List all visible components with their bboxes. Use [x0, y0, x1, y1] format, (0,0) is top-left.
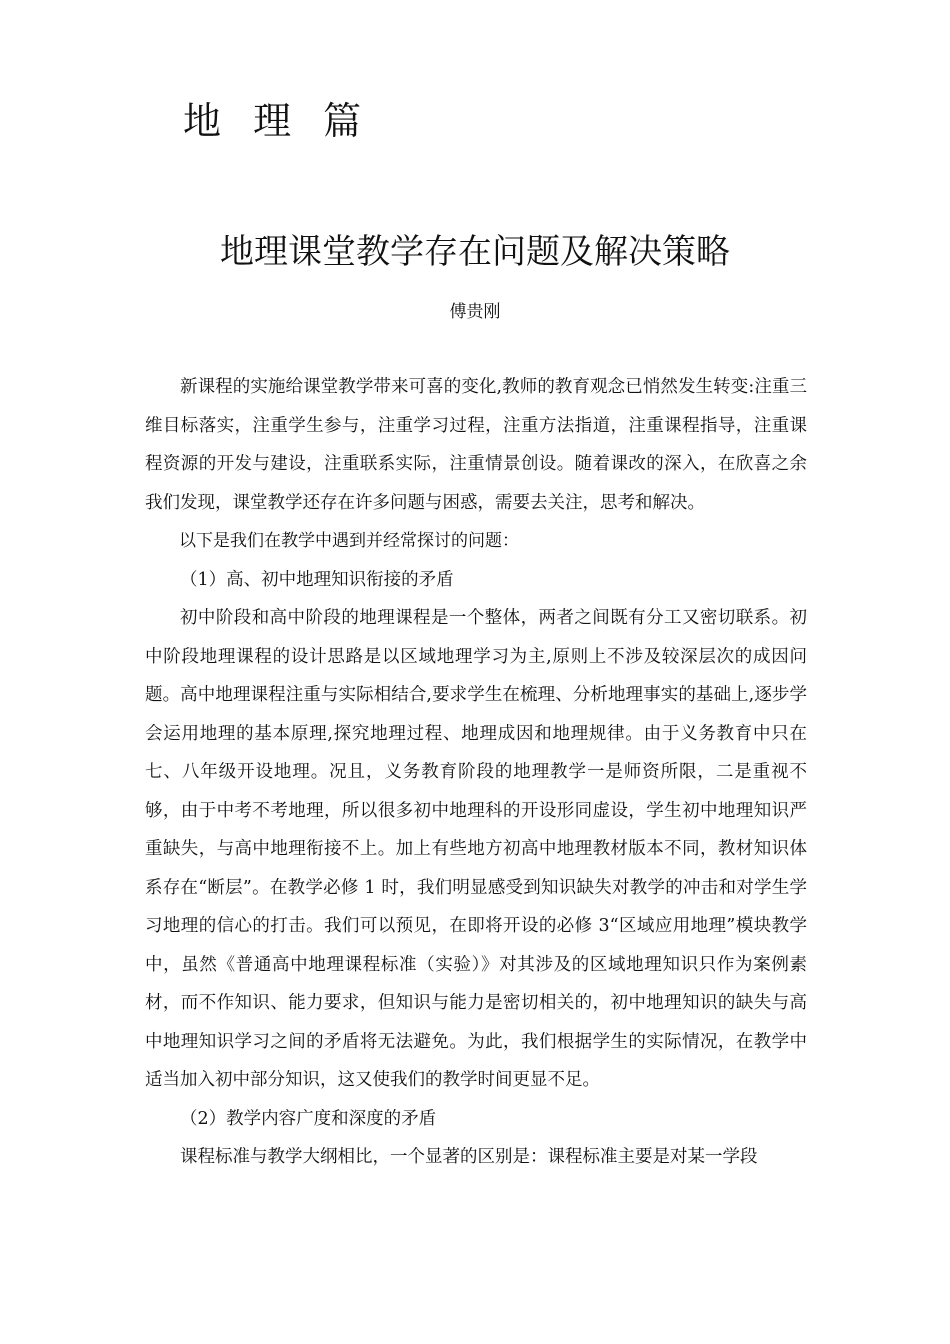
paragraph-intro: 新课程的实施给课堂教学带来可喜的变化,教师的教育观念已悄然发生转变:注重三维目标落实，注重学生参与，注重学习过程，注重方法指道，注重课程指导，注重课程资源的开发与建设，注重联系实际，注重情景创设。随着课改的深入，在欣喜之余我们发现，课堂教学还存在许多问题与困惑，需要去关注，思考和解决。 — [145, 377, 807, 513]
section-heading: 地 理 篇 — [183, 99, 372, 143]
paragraph-1: 初中阶段和高中阶段的地理课程是一个整体，两者之间既有分工又密切联系。初中阶段地理课程的设计思路是以区域地理学习为主,原则上不涉及较深层次的成因问题。高中地理课程注重与实际相结合,要求学生在梳理、分析地理事实的基础上,逐步学会运用地理的基本原理,探究地理过程、地理成因和地理规律。由于义务教育中只在七、八年级开设地理。况且，义务教育阶段的地理教学一是师资所限，二是重视不够，由于中考不考地理，所以很多初中地理科的开设形同虚设，学生初中地理知识严重缺失，与高中地理衔接不上。加上有些地方初高中地理教材版本不同，教材知识体系存在“断层”。在教学必修 1 时，我们明显感受到知识缺失对教学的冲击和对学生学习地理的信心的打击。我们可以预见，在即将开设的必修 3“区域应用地理”模块教学中，虽然《普通高中地理课程标准（实验）》对其涉及的区域地理知识只作为案例素材，而不作知识、能力要求，但知识与能力是密切相关的，初中地理知识的缺失与高中地理知识学习之间的矛盾将无法避免。为此，我们根据学生的实际情况，在教学中适当加入初中部分知识，这又使我们的教学时间更显不足。 — [145, 608, 807, 1090]
subheading-1: （1）高、初中地理知识衔接的矛盾 — [180, 569, 454, 590]
document-body — [145, 368, 807, 1177]
paragraph-lead: 以下是我们在教学中遇到并经常探讨的问题： — [179, 531, 519, 551]
author-name: 傅贵刚 — [449, 302, 501, 322]
subheading-2: （2）教学内容广度和深度的矛盾 — [180, 1108, 437, 1129]
document-title: 地理课堂教学存在问题及解决策略 — [220, 232, 730, 272]
paragraph-2: 课程标准与教学大纲相比，一个显著的区别是：课程标准主要是对某一学段 — [180, 1147, 758, 1167]
